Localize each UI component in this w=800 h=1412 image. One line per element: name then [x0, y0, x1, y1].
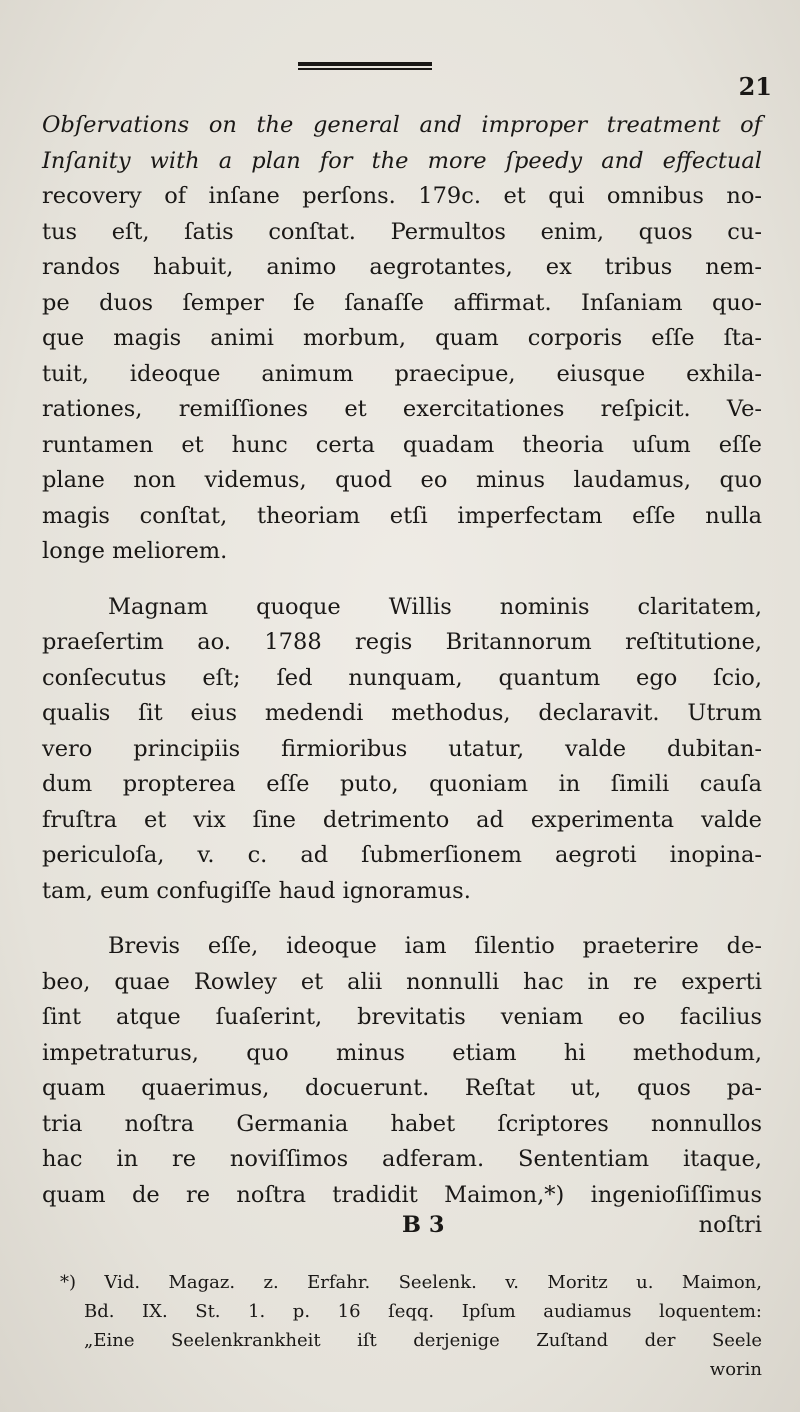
footnote-line: worin: [709, 1359, 762, 1380]
text-line: tuit, ideoque animum praecipue, eiusque exhila-: [42, 360, 762, 387]
footnote-line: Bd. IX. St. 1. p. 16 ſeqq. Ipſum audiamus loquentem:: [84, 1301, 762, 1322]
header-rule: [298, 62, 432, 70]
text-line: ſint atque ſuaſerint, brevitatis veniam eo facilius: [42, 1004, 762, 1030]
text-line: pe duos ſemper ſe ſanaſſe affirmat. Inſaniam quo-: [42, 289, 762, 316]
text-line: dum propterea eſſe puto, quoniam in ſimili cauſa: [42, 771, 762, 797]
catchword: noſtri: [698, 1212, 762, 1238]
text-line: qualis ſit eius medendi methodus, declaravit. Utrum: [42, 700, 762, 726]
text-line: quam quaerimus, docuerunt. Reſtat ut, quos pa-: [42, 1075, 762, 1101]
page-number: 21: [738, 72, 772, 101]
text-line: que magis animi morbum, quam corporis eſſe ſta-: [42, 325, 762, 351]
text-line: Brevis eſſe, ideoque iam ſilentio praeterire de-: [108, 933, 762, 959]
footnote-line: *) Vid. Magaz. z. Erfahr. Seelenk. v. Moritz u. Maimon,: [60, 1272, 762, 1293]
text-line: magis conſtat, theoriam etſi imperfectam eſſe nulla: [42, 502, 762, 529]
paragraph-1: [42, 108, 762, 570]
paragraph-2: [42, 590, 762, 910]
text-line: beo, quae Rowley et alii nonnulli hac in re experti: [42, 968, 762, 995]
text-line: Inſanity with a plan for the more ſpeedy and effectual: [42, 147, 762, 174]
main-text: [42, 108, 762, 1213]
signature-mark: B 3: [402, 1212, 445, 1238]
text-line: hac in re noviſſimos adferam. Sententiam itaque,: [42, 1146, 762, 1172]
text-line: tus eſt, ſatis conſtat. Permultos enim, quos cu-: [42, 218, 762, 245]
footnote-line: „Eine Seelenkrankheit iſt derjenige Zuſtand der Seele: [84, 1330, 762, 1351]
paragraph-3: [42, 929, 762, 1213]
text-line: recovery of inſane perſons. 179c. et qui omnibus no-: [42, 183, 762, 209]
text-line: fruſtra et vix ſine detrimento ad experimenta valde: [42, 806, 762, 833]
footnote: [60, 1268, 762, 1384]
text-line: tam, eum confugiſſe haud ignoramus.: [42, 877, 471, 904]
text-line: plane non videmus, quod eo minus laudamus, quo: [42, 467, 762, 493]
text-line: Obſervations on the general and improper treatment of: [42, 112, 762, 138]
text-line: longe meliorem.: [42, 538, 228, 564]
text-line: tria noſtra Germania habet ſcriptores nonnullos: [42, 1110, 762, 1137]
text-line: randos habuit, animo aegrotantes, ex tribus nem-: [42, 254, 762, 280]
text-line: vero principiis firmioribus utatur, valde dubitan-: [42, 735, 762, 762]
text-line: periculoſa, v. c. ad ſubmerſionem aegroti inopina-: [42, 842, 762, 868]
text-line: impetraturus, quo minus etiam hi methodum,: [42, 1039, 762, 1066]
text-line: Magnam quoque Willis nominis claritatem,: [108, 593, 762, 620]
text-line: praeſertim ao. 1788 regis Britannorum reſtitutione,: [42, 629, 762, 655]
text-line: conſecutus eſt; ſed nunquam, quantum ego ſcio,: [42, 664, 762, 691]
text-line: rationes, remiſſiones et exercitationes reſpicit. Ve-: [42, 396, 762, 422]
text-line: quam de re noſtra tradidit Maimon,*) ingenioſiſſimus: [42, 1181, 762, 1208]
text-line: runtamen et hunc certa quadam theoria uſum eſſe: [42, 431, 762, 458]
signature-line: [42, 1212, 762, 1244]
